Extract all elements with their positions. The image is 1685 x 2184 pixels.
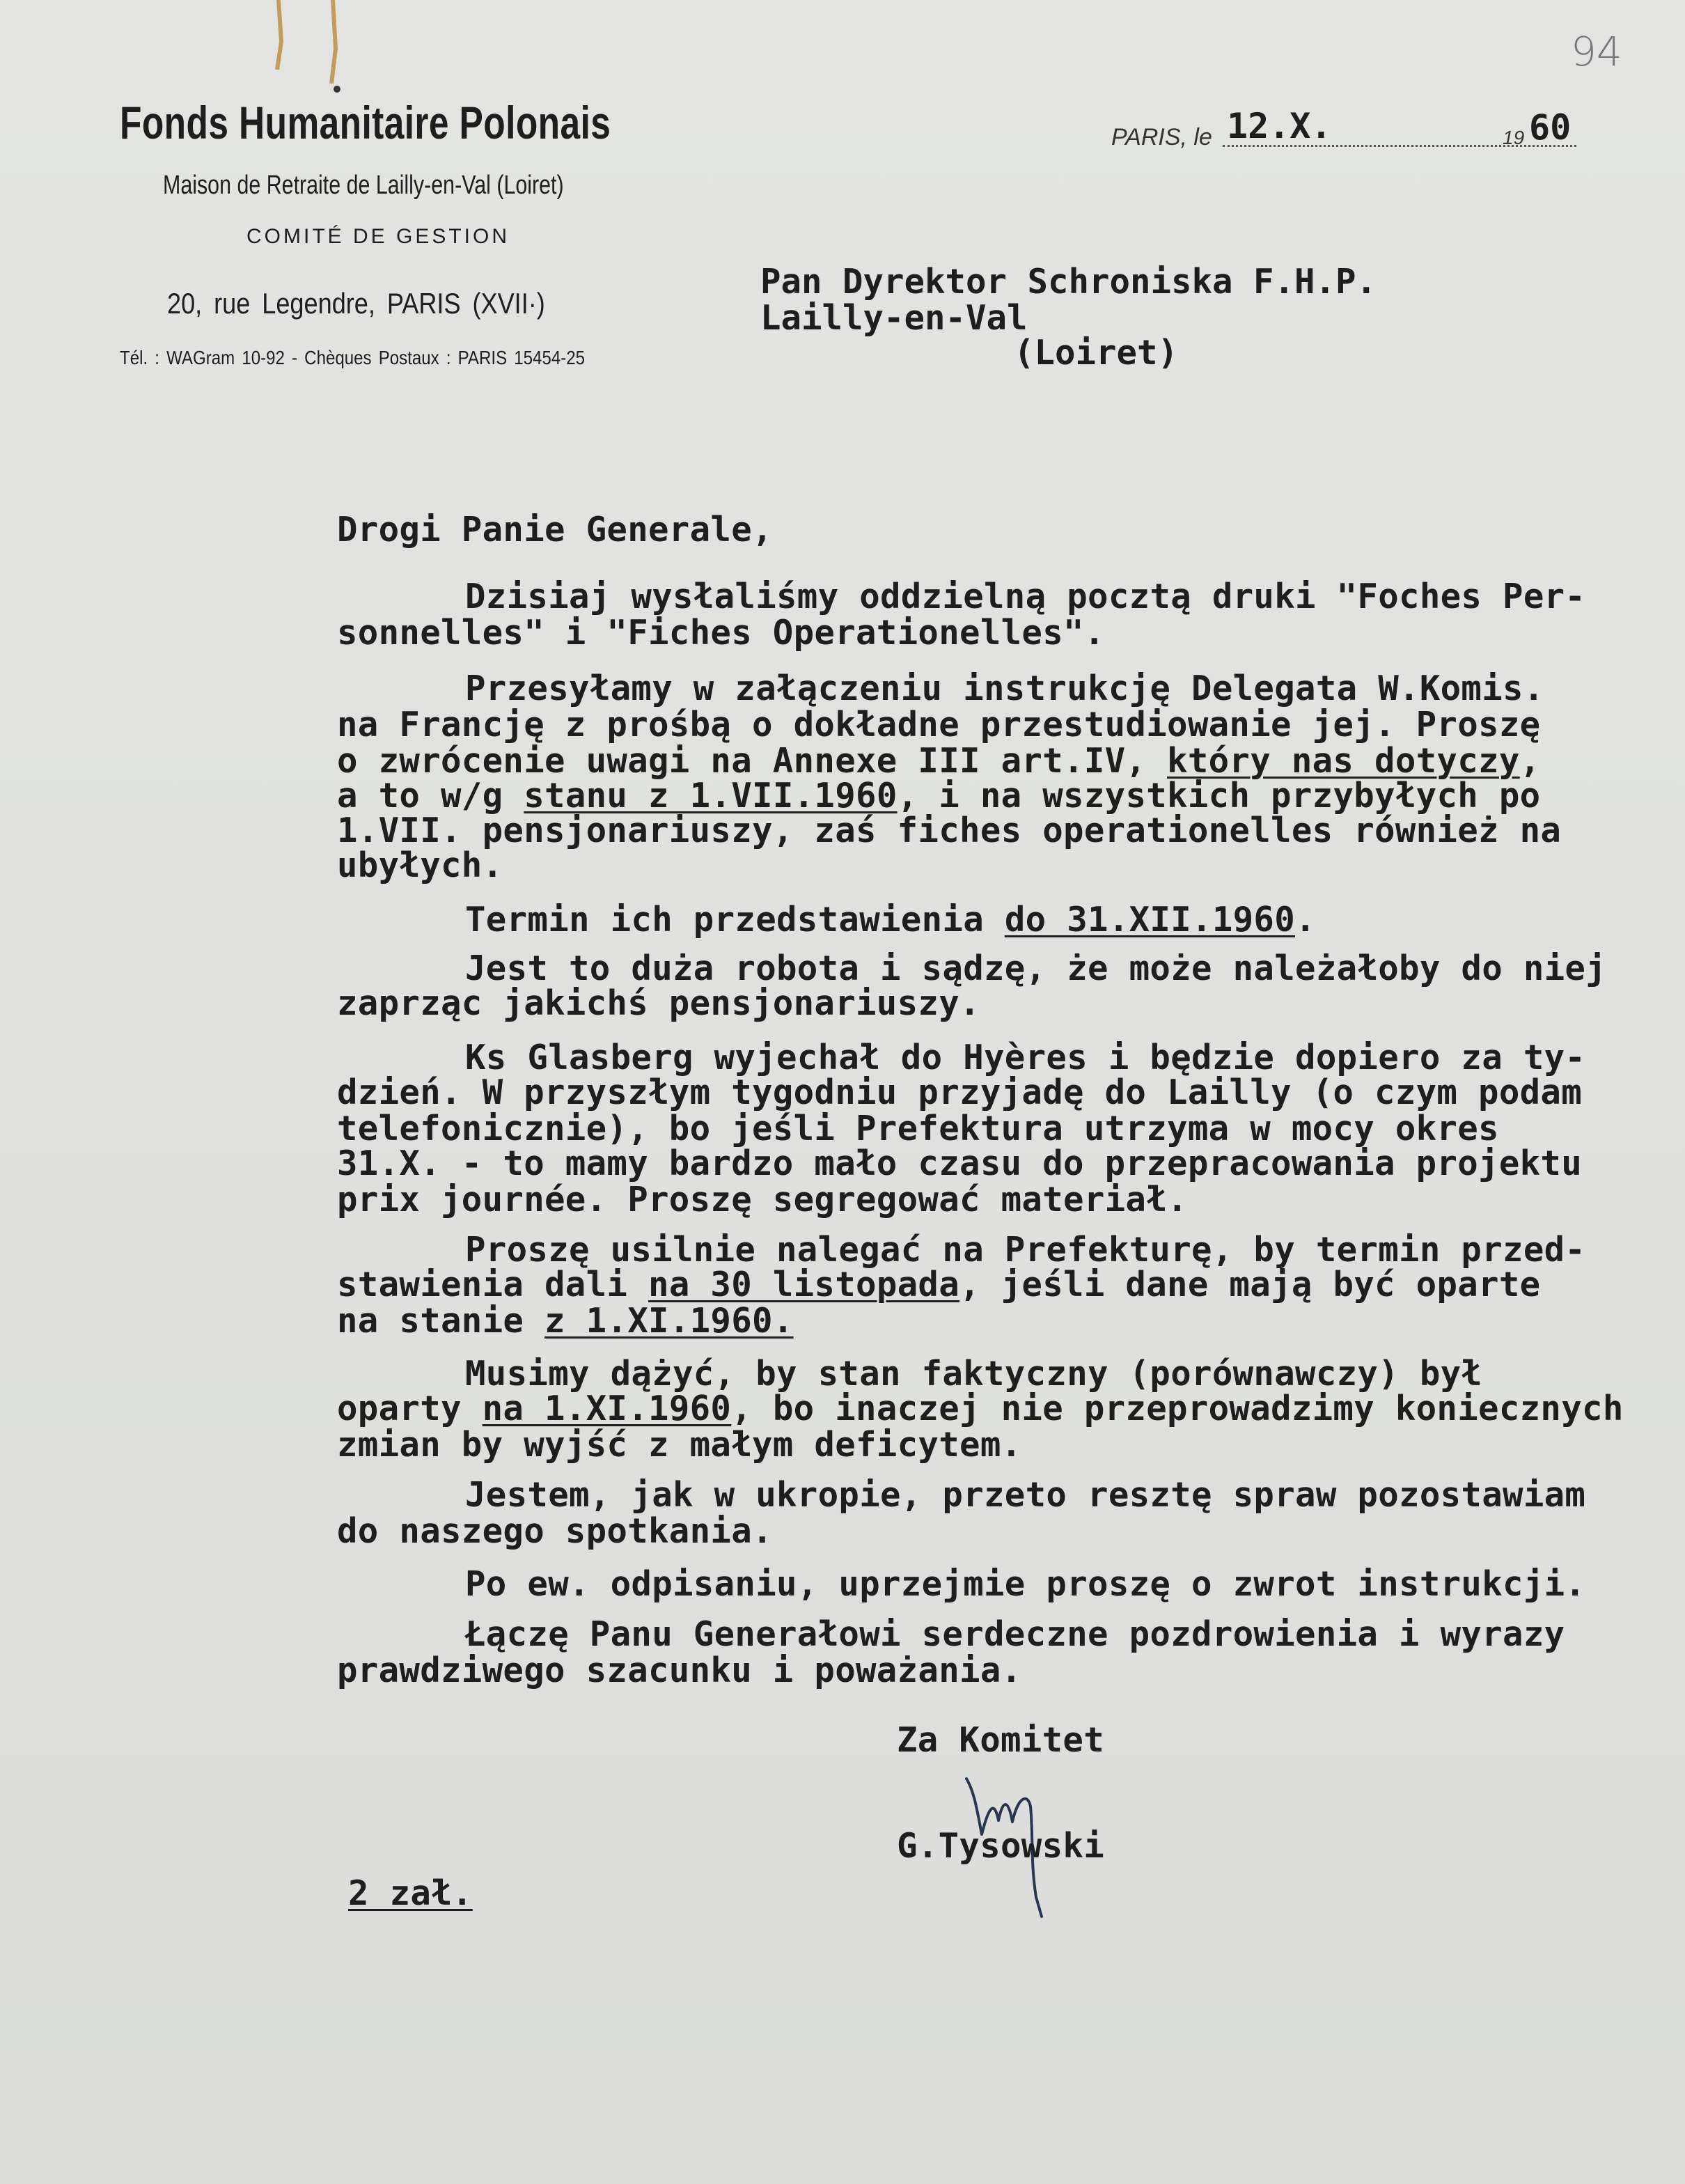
letterhead-address: 20, rue Legendre, PARIS (XVII·)	[167, 287, 545, 320]
body-line: 31.X. - to mamy bardzo mało czasu do przepracowania projektu	[337, 1144, 1583, 1183]
addressee-line: Lailly-en-Val	[760, 298, 1028, 338]
body-line	[465, 900, 1316, 939]
body-line: do naszego spotkania.	[337, 1511, 773, 1551]
text-run: a to w/g	[337, 776, 524, 816]
date-day-month: 12.X.	[1227, 106, 1332, 146]
body-line: prix journée. Proszę segregować materiał.	[337, 1180, 1188, 1219]
text-run: , i na wszystkich przybyłych po	[897, 776, 1541, 816]
letterhead-title: Fonds Humanitaire Polonais	[120, 97, 611, 148]
staple-mark	[270, 0, 347, 98]
body-line: na Francję z prośbą o dokładne przestudiowanie jej. Proszę	[337, 705, 1541, 744]
text-run: ,	[1519, 741, 1541, 781]
underlined-text: na 30 listopada	[648, 1265, 960, 1304]
text-run: na stanie	[337, 1301, 545, 1341]
body-line: telefonicznie), bo jeśli Prefektura utrzyma w mocy okres	[337, 1109, 1499, 1148]
underlined-text: na 1.XI.1960	[482, 1389, 732, 1428]
text-run: Termin ich przedstawienia	[465, 900, 1005, 939]
body-line: zaprząc jakichś pensjonariuszy.	[337, 983, 980, 1023]
body-line: sonnelles" i "Fiches Operationelles".	[337, 613, 1105, 653]
date-place: PARIS, le	[1111, 124, 1212, 150]
underlined-text: do 31.XII.1960	[1004, 900, 1296, 939]
archive-number: 94	[1571, 28, 1622, 75]
body-line	[337, 776, 1540, 816]
addressee-line: (Loiret)	[1014, 333, 1179, 373]
text-run: stawienia dali	[337, 1265, 649, 1304]
body-line: ubyłych.	[337, 845, 503, 885]
body-line: dzień. W przyszłym tygodniu przyjadę do Lailly (o czym podam	[337, 1072, 1583, 1112]
underlined-text: stanu z 1.VII.1960	[524, 776, 898, 816]
underlined-text: który nas dotyczy	[1167, 741, 1520, 781]
body-line: prawdziwego szacunku i poważania.	[337, 1651, 1022, 1690]
body-line: Dzisiaj wysłaliśmy oddzielną pocztą druki "Foches Per-	[465, 577, 1586, 616]
underlined-text: z 1.XI.1960.	[544, 1301, 794, 1341]
letterhead-contacts: Tél. : WAGram 10-92 - Chèques Postaux : PARIS 15454-25	[120, 347, 586, 368]
body-line: Musimy dążyć, by stan faktyczny (porównawczy) był	[465, 1354, 1482, 1394]
body-line	[337, 741, 1540, 781]
text-run: .	[1295, 900, 1316, 939]
text-run: oparty	[337, 1389, 483, 1428]
letterhead-subtitle: Maison de Retraite de Lailly-en-Val (Loiret)	[163, 171, 564, 200]
signatory-name: G.Tysowski	[897, 1826, 1105, 1866]
body-line: zmian by wyjść z małym deficytem.	[337, 1425, 1022, 1465]
body-line: 1.VII. pensjonariuszy, zaś fiches operationelles również na	[337, 811, 1562, 850]
body-line: Po ew. odpisaniu, uprzejmie proszę o zwrot instrukcji.	[465, 1564, 1586, 1604]
body-line: Ks Glasberg wyjechał do Hyères i będzie dopiero za ty-	[465, 1038, 1586, 1077]
body-line	[337, 1389, 1624, 1428]
body-line: Jest to duża robota i sądzę, że może należałoby do niej	[465, 949, 1607, 988]
body-line: Przesyłamy w załączeniu instrukcję Delegata W.Komis.	[465, 669, 1544, 708]
text-run: , jeśli dane mają być oparte	[959, 1265, 1541, 1304]
body-line	[337, 1265, 1540, 1304]
body-line	[337, 1301, 794, 1341]
addressee-line: Pan Dyrektor Schroniska F.H.P.	[760, 262, 1377, 302]
salutation: Drogi Panie Generale,	[337, 510, 773, 549]
body-line: Proszę usilnie nalegać na Prefekturę, by termin przed-	[465, 1230, 1586, 1270]
closing-for-committee: Za Komitet	[897, 1720, 1105, 1760]
date-century: 19	[1503, 127, 1525, 148]
text-run: , bo inaczej nie przeprowadzimy koniecznych	[731, 1389, 1624, 1428]
letterhead-committee: COMITÉ DE GESTION	[246, 225, 510, 248]
date-year: 60	[1529, 107, 1572, 148]
body-line: Łączę Panu Generałowi serdeczne pozdrowienia i wyrazy	[465, 1614, 1565, 1654]
text-run: o zwrócenie uwagi na Annexe III art.IV,	[337, 741, 1168, 781]
body-line: Jestem, jak w ukropie, przeto resztę spraw pozostawiam	[465, 1475, 1586, 1515]
enclosures-note: 2 zał.	[348, 1873, 473, 1913]
